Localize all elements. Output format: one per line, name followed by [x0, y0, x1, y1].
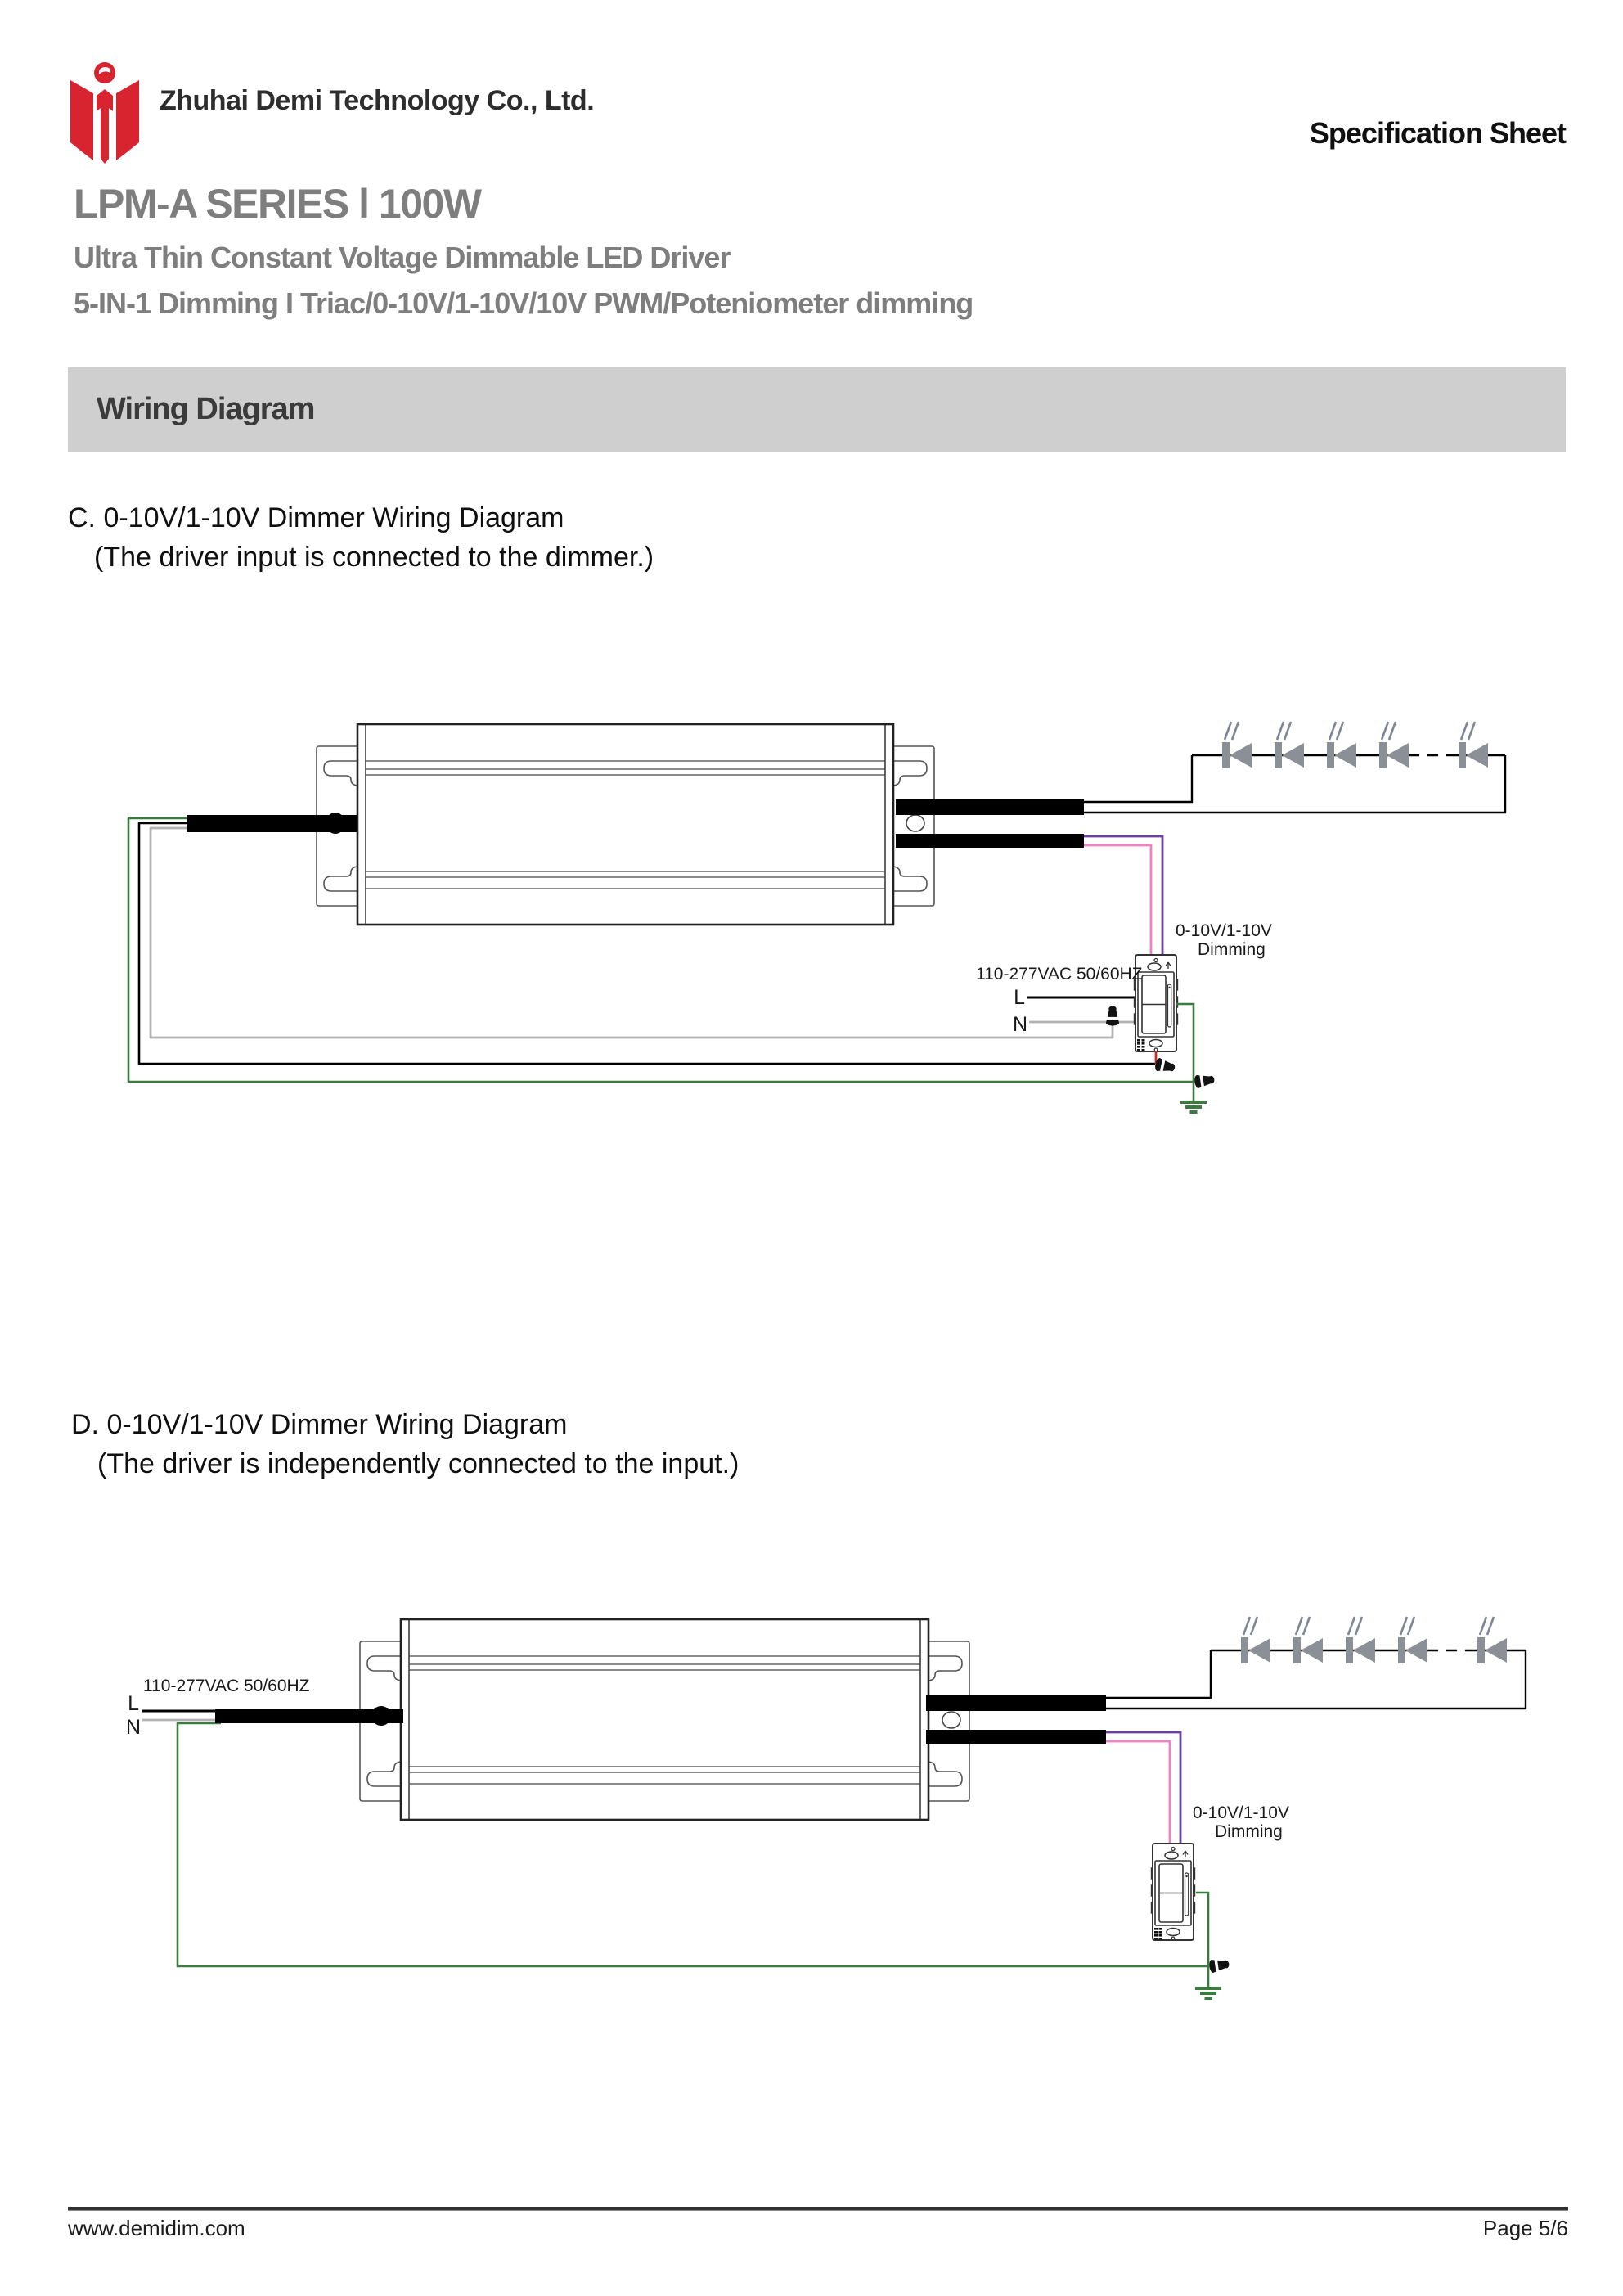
diagram-d-dimming-label-1: 0-10V/1-10V — [1193, 1803, 1289, 1822]
diagram-d-led-driver — [215, 1619, 1106, 1820]
ground-symbol — [1195, 1988, 1221, 1998]
diagram-d-led-circuit-wires — [1103, 1650, 1526, 1708]
company-name: Zhuhai Demi Technology Co., Ltd. — [160, 85, 595, 116]
ground-symbol — [1180, 1102, 1207, 1112]
diagram-c-heading: C. 0-10V/1-10V Dimmer Wiring Diagram — [68, 502, 564, 533]
footer-website: www.demidim.com — [68, 2216, 245, 2240]
footer-divider — [68, 2207, 1568, 2211]
diagram-d-dimming-wires — [1103, 1732, 1180, 1844]
input-cable — [215, 1709, 403, 1723]
diagram-c-line-label: L — [1014, 986, 1025, 1009]
diagram-c-input-voltage-label: 110-277VAC 50/60HZ — [976, 965, 1143, 984]
footer-page-number: Page 5/6 — [1482, 2216, 1568, 2240]
diagram-c-dimming-label-1: 0-10V/1-10V — [1176, 921, 1272, 940]
diagram-c-led-string — [1222, 722, 1488, 768]
wire-nut — [1194, 1073, 1215, 1088]
output-cable — [926, 1695, 1106, 1711]
product-dimming-line: 5-IN-1 Dimming I Triac/0-10V/1-10V/10V PWM/Poteniometer dimming — [74, 286, 973, 320]
wiring-diagram-d — [0, 1587, 1623, 2013]
dimmer-ground-wire — [1196, 1893, 1208, 1987]
section-title: Wiring Diagram — [97, 392, 315, 426]
wiring-diagram-c — [0, 687, 1623, 1146]
diagram-c-led-circuit-wires — [1080, 755, 1505, 813]
ear-hole — [906, 815, 924, 831]
wire-nut — [1106, 1006, 1119, 1026]
diagram-d-led-string — [1241, 1617, 1507, 1663]
diagram-d-subheading: (The driver is independently connected to the input.) — [97, 1448, 740, 1479]
diagram-d-dimmer-switch — [1152, 1844, 1195, 1940]
diagram-d-heading: D. 0-10V/1-10V Dimmer Wiring Diagram — [71, 1409, 568, 1440]
diagram-c-dimming-wires — [1080, 836, 1162, 956]
diagram-d-line-label: L — [128, 1692, 139, 1715]
dimming-cable — [896, 834, 1084, 848]
diagram-c-dimming-label-2: Dimming — [1198, 940, 1266, 959]
diagram-d-dimming-label-2: Dimming — [1215, 1822, 1283, 1841]
diagram-d-input-voltage-label: 110-277VAC 50/60HZ — [143, 1677, 310, 1695]
ear-hole — [942, 1712, 960, 1728]
diagram-c-led-driver — [187, 724, 1084, 925]
dimming-cable — [926, 1730, 1106, 1744]
section-bar — [68, 367, 1566, 452]
product-title: LPM-A SERIES l 100W — [74, 181, 481, 227]
diagram-d-neutral-label: N — [125, 1716, 141, 1739]
product-subtitle: Ultra Thin Constant Voltage Dimmable LED Driver — [74, 241, 731, 274]
diagram-c-subheading: (The driver input is connected to the dimmer.) — [94, 542, 654, 573]
diagram-c-neutral-label: N — [1012, 1013, 1027, 1036]
wire-nut — [1208, 1957, 1230, 1973]
output-cable — [896, 799, 1084, 815]
wire-nut — [1154, 1057, 1176, 1074]
input-cable — [187, 815, 357, 832]
company-logo — [64, 61, 146, 167]
dimmer-ground-wire — [1176, 1004, 1194, 1101]
sheet-title: Specification Sheet — [1309, 116, 1566, 150]
